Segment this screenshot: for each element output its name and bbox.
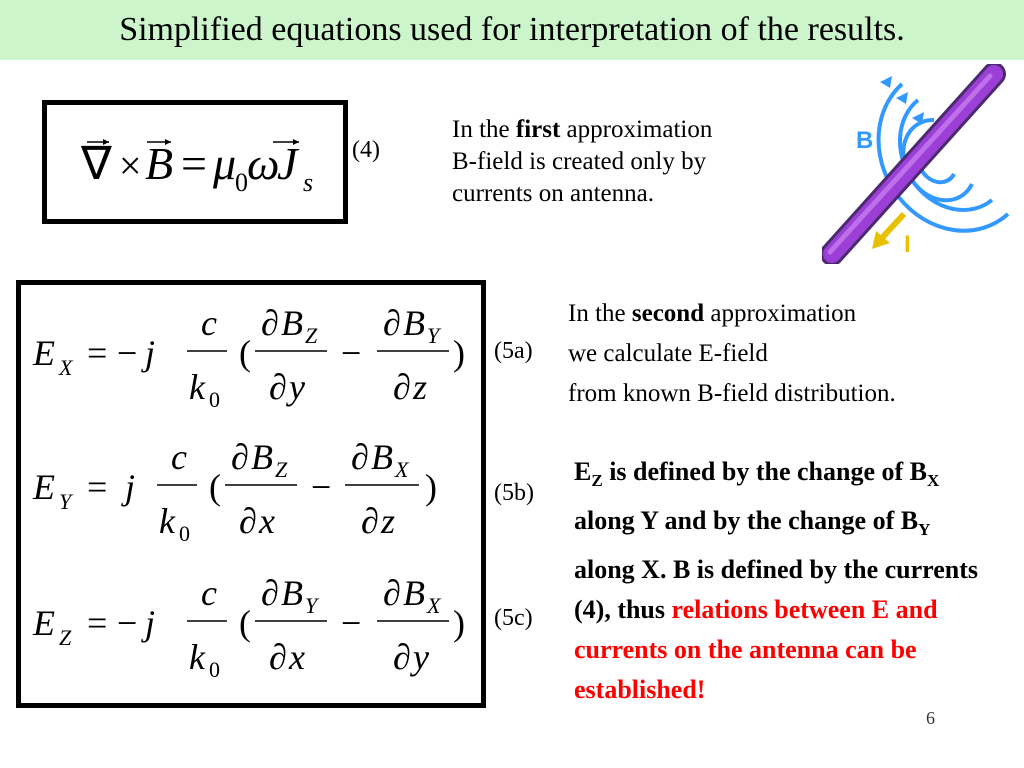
svg-text:0: 0 bbox=[209, 387, 220, 412]
svg-text:∂: ∂ bbox=[393, 367, 411, 407]
highlighted-conclusion: relations between E and currents on the antenna can be established! bbox=[574, 595, 938, 705]
svg-text:−: − bbox=[117, 333, 138, 373]
svg-text:∂: ∂ bbox=[231, 437, 249, 477]
svg-text:X: X bbox=[395, 457, 409, 482]
svg-text:∇: ∇ bbox=[81, 138, 112, 189]
svg-text:−: − bbox=[341, 333, 362, 373]
svg-text:B: B bbox=[403, 573, 425, 613]
svg-text:j: j bbox=[125, 467, 136, 507]
equation-5c bbox=[32, 573, 465, 682]
svg-text:=: = bbox=[181, 138, 207, 189]
equation-5c-label: (5c) bbox=[494, 605, 533, 631]
svg-text:B: B bbox=[145, 138, 174, 189]
svg-text:k: k bbox=[189, 367, 205, 407]
svg-text:E: E bbox=[33, 467, 55, 507]
svg-text:∂: ∂ bbox=[269, 637, 287, 677]
svg-text:−: − bbox=[341, 603, 362, 643]
svg-text:∂: ∂ bbox=[393, 637, 411, 677]
equation-4-label: (4) bbox=[352, 137, 380, 163]
svg-text:Y: Y bbox=[59, 489, 72, 514]
first-approximation-text: In the first approximation B-field is created only by currents on antenna. bbox=[452, 116, 713, 207]
equations-5-formulas bbox=[21, 285, 481, 703]
svg-text:E: E bbox=[33, 603, 55, 643]
svg-text:∂: ∂ bbox=[361, 501, 379, 541]
svg-text:B: B bbox=[403, 303, 425, 343]
slide-number: 6 bbox=[926, 708, 935, 728]
equation-4-box bbox=[42, 100, 348, 224]
b-field-label: B bbox=[856, 127, 874, 154]
svg-text:∂: ∂ bbox=[351, 437, 369, 477]
svg-text:0: 0 bbox=[179, 521, 190, 546]
svg-text:): ) bbox=[453, 333, 465, 373]
equation-5a-label: (5a) bbox=[494, 338, 533, 364]
svg-text:B: B bbox=[251, 437, 273, 477]
svg-text:c: c bbox=[201, 573, 217, 613]
equation-5a bbox=[32, 303, 465, 412]
svg-text:−: − bbox=[311, 467, 332, 507]
svg-text:×: × bbox=[119, 143, 142, 188]
svg-text:s: s bbox=[303, 168, 314, 197]
svg-text:j: j bbox=[145, 603, 156, 643]
svg-text:E: E bbox=[33, 333, 55, 373]
svg-text:Z: Z bbox=[305, 323, 318, 348]
antenna-field-illustration bbox=[822, 64, 1022, 264]
slide-title: Simplified equations used for interpretation of the results. bbox=[119, 11, 905, 48]
equation-4-formula bbox=[47, 105, 343, 219]
svg-text:(: ( bbox=[239, 603, 251, 643]
svg-text:∂: ∂ bbox=[383, 573, 401, 613]
svg-text:∂: ∂ bbox=[383, 303, 401, 343]
svg-text:(: ( bbox=[239, 333, 251, 373]
svg-text:X: X bbox=[427, 593, 441, 618]
svg-text:B: B bbox=[281, 303, 303, 343]
svg-text:0: 0 bbox=[235, 168, 248, 197]
svg-text:k: k bbox=[159, 501, 175, 541]
second-bold: second bbox=[631, 300, 705, 327]
svg-text:∂: ∂ bbox=[261, 303, 279, 343]
first-bold: first bbox=[515, 116, 561, 143]
svg-text:): ) bbox=[453, 603, 465, 643]
svg-text:c: c bbox=[171, 437, 187, 477]
svg-text:Y: Y bbox=[305, 593, 318, 618]
svg-text:B: B bbox=[281, 573, 303, 613]
svg-text:=: = bbox=[87, 467, 108, 507]
svg-text:z: z bbox=[413, 367, 428, 407]
svg-text:x: x bbox=[259, 501, 275, 541]
svg-text:Z: Z bbox=[59, 625, 72, 650]
svg-text:Z: Z bbox=[275, 457, 288, 482]
svg-text:=: = bbox=[87, 603, 108, 643]
svg-text:ω: ω bbox=[247, 138, 280, 189]
svg-text:Y: Y bbox=[427, 323, 440, 348]
svg-text:X: X bbox=[59, 355, 73, 380]
svg-text:0: 0 bbox=[209, 657, 220, 682]
svg-text:∂: ∂ bbox=[239, 501, 257, 541]
svg-text:y: y bbox=[413, 637, 429, 677]
explanation-text: $E_Z$ is defined by the change of $B_X$ along Y and by the change of $B_Y$ along X. B is defined by the currents (4), thus relations between E and currents on the antenna can be established! bbox=[574, 457, 978, 705]
svg-text:k: k bbox=[189, 637, 205, 677]
equation-5b bbox=[32, 437, 437, 546]
current-label: I bbox=[904, 231, 911, 258]
svg-text:x: x bbox=[289, 637, 305, 677]
svg-text:): ) bbox=[425, 467, 437, 507]
svg-text:∂: ∂ bbox=[269, 367, 287, 407]
svg-text:(: ( bbox=[209, 467, 221, 507]
svg-text:B: B bbox=[371, 437, 393, 477]
slide-title-bar bbox=[0, 0, 1024, 60]
svg-text:−: − bbox=[117, 603, 138, 643]
svg-text:z: z bbox=[381, 501, 396, 541]
svg-text:j: j bbox=[145, 333, 156, 373]
svg-text:J: J bbox=[277, 138, 298, 189]
svg-text:=: = bbox=[87, 333, 108, 373]
svg-text:c: c bbox=[201, 303, 217, 343]
equations-5-box bbox=[16, 280, 486, 708]
svg-text:∂: ∂ bbox=[261, 573, 279, 613]
equation-5b-label: (5b) bbox=[494, 480, 534, 506]
svg-text:y: y bbox=[289, 367, 305, 407]
svg-text:μ: μ bbox=[213, 138, 237, 189]
second-approximation-text: In the second approximation we calculate E-field from known B-field distribution. bbox=[568, 300, 896, 407]
